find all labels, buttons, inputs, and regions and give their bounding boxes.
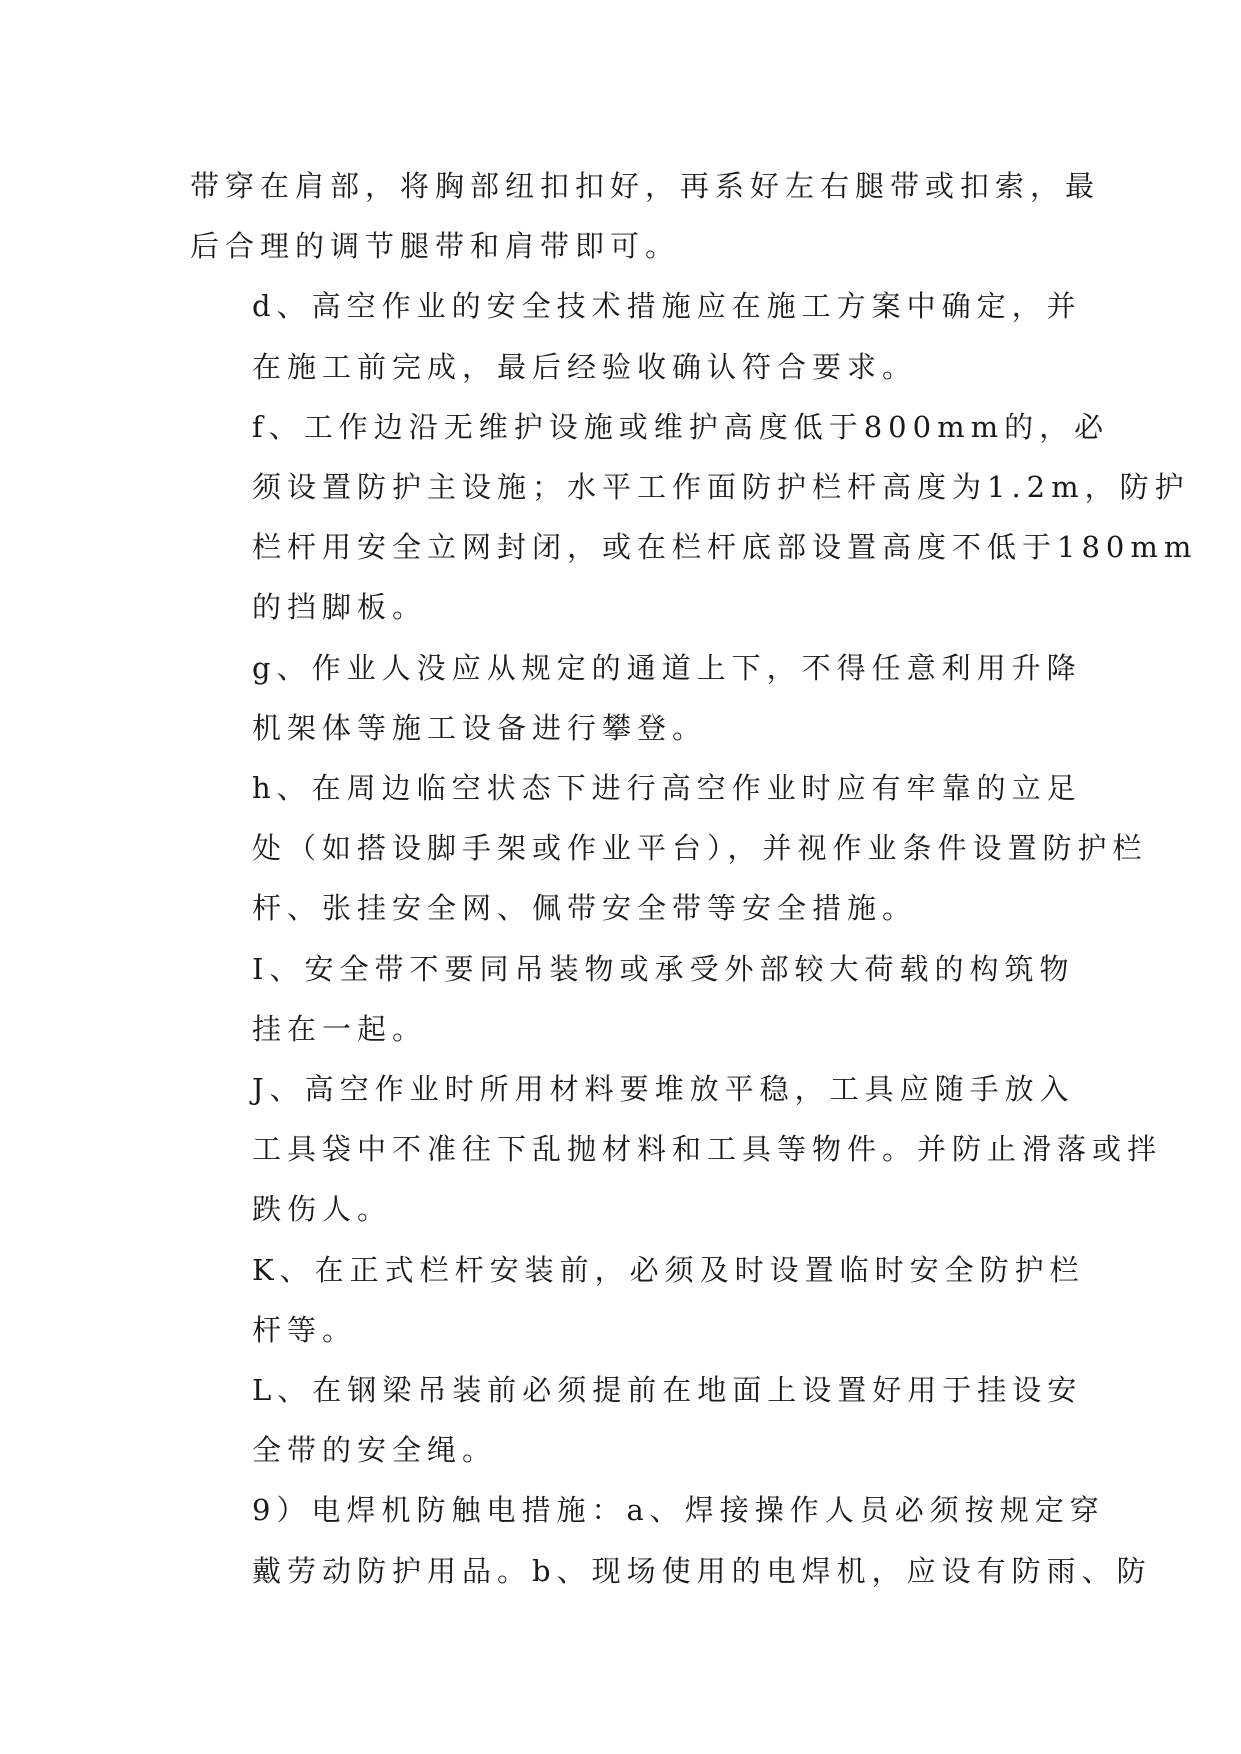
- text-line: d、高空作业的安全技术措施应在施工方案中确定，并: [252, 289, 1082, 324]
- paragraph-item-g: [190, 638, 1082, 758]
- paragraph-item-h: [190, 758, 1148, 939]
- document-body: [190, 156, 1198, 1601]
- text-line: 工具袋中不准往下乱抛材料和工具等物件。并防止滑落或拌: [252, 1132, 1163, 1167]
- text-line: J、高空作业时所用材料要堆放平稳，工具应随手放入: [252, 1072, 1075, 1107]
- text-line: 戴劳动防护用品。b、现场使用的电焊机，应设有防雨、防: [252, 1553, 1152, 1588]
- text-line: I、安全带不要同吊装物或承受外部较大荷载的构筑物: [252, 951, 1075, 986]
- paragraph-item-f: [190, 397, 1198, 638]
- text-line: f、工作边沿无维护设施或维护高度低于800mm的，必: [252, 409, 1110, 444]
- text-line: 在施工前完成，最后经验收确认符合要求。: [252, 349, 918, 384]
- text-line: 带穿在肩部，将胸部纽扣扣好，再系好左右腿带或扣索，最: [190, 169, 1101, 203]
- text-line: g、作业人没应从规定的通道上下，不得任意利用升降: [252, 650, 1082, 685]
- text-line: 9）电焊机防触电措施：a、焊接操作人员必须按规定穿: [252, 1493, 1105, 1528]
- paragraph-item-k: [190, 1240, 1085, 1360]
- text-line: 杆等。: [252, 1312, 358, 1347]
- paragraph-item-j: [190, 1059, 1163, 1240]
- text-line: K、在正式栏杆安装前，必须及时设置临时安全防护栏: [252, 1252, 1085, 1287]
- text-line: 后合理的调节腿带和肩带即可。: [190, 229, 681, 264]
- paragraph-item-d: [190, 276, 1082, 396]
- text-line: 处（如搭设脚手架或作业平台），并视作业条件设置防护栏: [252, 831, 1148, 866]
- paragraph-harness-continuation: [190, 156, 1101, 276]
- paragraph-item-i: [190, 939, 1075, 1059]
- text-line: 跌伤人。: [252, 1192, 393, 1227]
- text-line: 杆、张挂安全网、佩带安全带等安全措施。: [252, 891, 918, 926]
- text-line: 须设置防护主设施；水平工作面防护栏杆高度为1.2m，防护: [252, 470, 1190, 505]
- paragraph-welder-safety: [190, 1480, 1152, 1600]
- text-line: h、在周边临空状态下进行高空作业时应有牢靠的立足: [252, 771, 1082, 806]
- text-line: L、在钢梁吊装前必须提前在地面上设置好用于挂设安: [252, 1373, 1083, 1408]
- text-line: 挂在一起。: [252, 1011, 428, 1046]
- paragraph-item-l: [190, 1360, 1083, 1480]
- text-line: 的挡脚板。: [252, 590, 428, 625]
- text-line: 全带的安全绳。: [252, 1433, 498, 1468]
- text-line: 栏杆用安全立网封闭，或在栏杆底部设置高度不低于180mm: [252, 530, 1198, 565]
- text-line: 机架体等施工设备进行攀登。: [252, 710, 708, 745]
